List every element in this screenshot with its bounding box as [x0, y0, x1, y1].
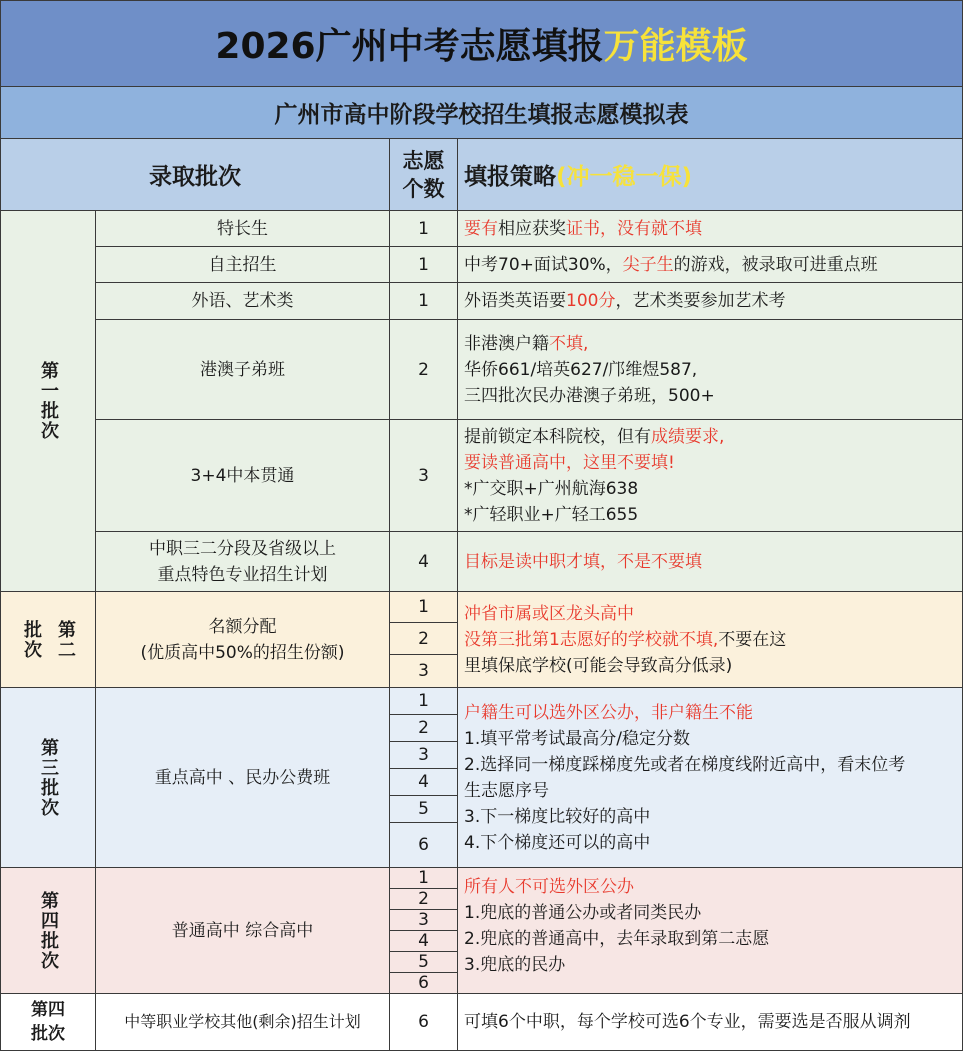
- strategy-segment: *广轻职业+广轻工655: [464, 504, 639, 525]
- header-count: [390, 139, 458, 211]
- batch1-name-line: 中职三二分段及省级以上: [149, 538, 336, 559]
- strategy-segment: 要读普通高中，这里不要填!: [464, 452, 675, 473]
- strategy-line: [464, 752, 962, 778]
- batch2-label-col2: 第二: [55, 619, 76, 660]
- batch3-label-cell: [0, 688, 96, 868]
- batch1-count-cell: [390, 420, 458, 532]
- strategy-segment: 尖子生: [622, 254, 674, 275]
- batch1-name-cell: [96, 211, 390, 247]
- batch1-count: 3: [418, 465, 429, 486]
- batch2-strategy-cell: [458, 592, 963, 688]
- batch5-label-line1: 第四: [31, 1000, 65, 1020]
- count-item: 6: [390, 823, 457, 868]
- strategy-line: [464, 627, 962, 653]
- strategy-line: [464, 778, 962, 804]
- strategy-line: [464, 216, 962, 242]
- batch1-count: 1: [418, 218, 429, 239]
- batch1-strategy-cell: [458, 320, 963, 420]
- strategy-line: [464, 331, 962, 357]
- batch3-label: 第三批次: [38, 737, 59, 818]
- strategy-segment: 户籍生可以选外区公办，非户籍生不能: [464, 702, 753, 723]
- batch5-count-cell: [390, 994, 458, 1051]
- header-count-line1: 志愿: [402, 148, 445, 173]
- strategy-line: [464, 900, 962, 926]
- strategy-line: [464, 502, 962, 528]
- header-count-line2: 个数: [402, 176, 445, 201]
- batch1-strategy-cell: [458, 247, 963, 283]
- strategy-line: [464, 288, 962, 314]
- count-item: 3: [390, 910, 457, 931]
- strategy-segment: 4.下个梯度还可以的高中: [464, 832, 651, 853]
- batch3-name-cell: [96, 688, 390, 868]
- strategy-line: [464, 252, 962, 278]
- batch1-count: 1: [418, 291, 429, 311]
- main-title: [0, 0, 963, 87]
- strategy-segment: *广交职+广州航海638: [464, 478, 639, 499]
- strategy-segment: 100分: [566, 291, 616, 311]
- count-item: 3: [390, 742, 457, 769]
- count-item: 1: [390, 688, 457, 715]
- strategy-line: [464, 830, 962, 856]
- strategy-line: [464, 653, 962, 679]
- strategy-segment: 华侨661/培英627/邝维煜587,: [464, 359, 698, 380]
- strategy-segment: 1.填平常考试最高分/稳定分数: [464, 728, 690, 749]
- batch4-count-cell: [390, 868, 458, 994]
- strategy-segment: 外语类英语要: [464, 291, 566, 311]
- strategy-segment: 2.选择同一梯度踩梯度先或者在梯度线附近高中，看末位考: [464, 754, 906, 775]
- strategy-segment: 生志愿序号: [464, 780, 549, 801]
- batch4-name: 普通高中 综合高中: [171, 920, 314, 941]
- batch1-name: 外语、艺术类: [191, 291, 294, 311]
- title-text: 2026广州中考志愿填报: [215, 26, 604, 67]
- strategy-line: [464, 952, 962, 978]
- subtitle: [0, 87, 963, 139]
- count-item: 2: [390, 715, 457, 742]
- strategy-line: [464, 424, 962, 450]
- batch5-name-cell: [96, 994, 390, 1051]
- title-highlight: 万能模板: [603, 26, 748, 67]
- batch2-count-cell: [390, 592, 458, 688]
- strategy-line: [464, 926, 962, 952]
- strategy-line: [464, 804, 962, 830]
- batch1-name-cell: [96, 320, 390, 420]
- header-strategy-highlight: (冲一稳一保): [556, 164, 693, 190]
- batch1-count-cell: [390, 283, 458, 320]
- strategy-line: [464, 549, 962, 575]
- batch1-label: 第一批次: [38, 361, 59, 441]
- strategy-line: [464, 357, 962, 383]
- batch1-name-cell: [96, 283, 390, 320]
- batch1-count: 2: [418, 359, 429, 380]
- batch1-count-cell: [390, 247, 458, 283]
- strategy-segment: 非港澳户籍: [464, 333, 549, 354]
- strategy-segment: 证书: [566, 218, 600, 239]
- strategy-segment: ，艺术类要参加艺术考: [615, 291, 786, 311]
- batch1-strategy-cell: [458, 283, 963, 320]
- batch5-strategy-cell: [458, 994, 963, 1051]
- strategy-segment: 不填,: [549, 333, 589, 354]
- subtitle-text: 广州市高中阶段学校招生填报志愿模拟表: [274, 102, 689, 128]
- batch1-name: 3+4中本贯通: [190, 465, 295, 486]
- strategy-line: [464, 1009, 962, 1035]
- batch1-name-line: 重点特色专业招生计划: [157, 564, 328, 585]
- strategy-segment: 3.兜底的民办: [464, 955, 566, 975]
- strategy-segment: ，没有就不填: [600, 218, 702, 239]
- strategy-segment: 冲省市属或区龙头高中: [464, 603, 634, 624]
- batch1-count-cell: [390, 320, 458, 420]
- strategy-line: [464, 700, 962, 726]
- strategy-line: [464, 874, 962, 900]
- strategy-segment: 没第三批第1志愿好的学校就不填,: [464, 629, 719, 650]
- strategy-segment: 三四批次民办港澳子弟班，500+: [464, 385, 715, 406]
- batch4-label-cell: [0, 868, 96, 994]
- strategy-segment: 3.下一梯度比较好的高中: [464, 806, 651, 827]
- count-item: 1: [390, 592, 457, 623]
- strategy-line: [464, 601, 962, 627]
- count-item: 5: [390, 952, 457, 973]
- strategy-segment: 的游戏，被录取可进重点班: [673, 254, 878, 275]
- batch1-name: 自主招生: [208, 254, 277, 275]
- batch5-count: 6: [418, 1012, 429, 1032]
- strategy-line: [464, 726, 962, 752]
- batch1-name: 特长生: [217, 218, 268, 239]
- batch1-count: 1: [418, 254, 429, 275]
- strategy-line: [464, 383, 962, 409]
- batch5-label-cell: [0, 994, 96, 1051]
- strategy-segment: 相应获奖: [498, 218, 566, 239]
- strategy-segment: 2.兜底的普通高中，去年录取到第二志愿: [464, 929, 770, 949]
- count-item: 5: [390, 796, 457, 823]
- count-item: 2: [390, 889, 457, 910]
- batch5-name: 中等职业学校其他(剩余)招生计划: [124, 1012, 361, 1031]
- strategy-segment: 不要在这: [718, 629, 787, 650]
- count-item: 3: [390, 655, 457, 688]
- header-batch-label: 录取批次: [149, 164, 241, 190]
- strategy-segment: 里填保底学校(可能会导致高分低录): [464, 655, 733, 676]
- batch1-strategy-cell: [458, 420, 963, 532]
- header-strategy-label: 填报策略: [464, 164, 556, 190]
- strategy-segment: 可填6个中职，每个学校可选6个专业，需要选是否服从调剂: [464, 1012, 911, 1032]
- count-item: 4: [390, 769, 457, 796]
- batch2-name-line1: 名额分配: [208, 616, 277, 637]
- batch1-count-cell: [390, 211, 458, 247]
- batch2-label-col1: 批次: [21, 619, 42, 660]
- batch4-strategy-cell: [458, 868, 963, 994]
- batch2-label-cell: [0, 592, 96, 688]
- batch4-name-cell: [96, 868, 390, 994]
- strategy-segment: 提前锁定本科院校，但有: [464, 426, 651, 447]
- count-item: 4: [390, 931, 457, 952]
- strategy-line: [464, 476, 962, 502]
- batch1-name: 港澳子弟班: [200, 359, 285, 380]
- strategy-segment: 1.兜底的普通公办或者同类民办: [464, 903, 702, 923]
- batch3-strategy-cell: [458, 688, 963, 868]
- count-item: 1: [390, 868, 457, 889]
- batch1-strategy-cell: [458, 532, 963, 592]
- strategy-segment: 所有人不可选外区公办: [464, 877, 634, 897]
- batch1-name-cell: [96, 532, 390, 592]
- batch1-count-cell: [390, 532, 458, 592]
- batch1-name-cell: [96, 420, 390, 532]
- header-strategy: [458, 139, 963, 211]
- batch2-name-cell: [96, 592, 390, 688]
- batch1-name-cell: [96, 247, 390, 283]
- batch3-name: 重点高中 、民办公费班: [154, 767, 331, 788]
- batch5-label-line2: 批次: [31, 1024, 65, 1044]
- strategy-segment: 目标是读中职才填，不是不要填: [464, 551, 702, 572]
- strategy-segment: 要有: [464, 218, 498, 239]
- batch1-count: 4: [418, 551, 429, 572]
- header-batch: [0, 139, 390, 211]
- batch4-label: 第四批次: [38, 890, 59, 971]
- batch2-name-line2: (优质高中50%的招生份额): [140, 642, 345, 663]
- strategy-segment: 成绩要求,: [651, 426, 725, 447]
- strategy-line: [464, 450, 962, 476]
- batch1-label-cell: [0, 211, 96, 592]
- count-item: 2: [390, 623, 457, 655]
- count-item: 6: [390, 973, 457, 994]
- batch1-strategy-cell: [458, 211, 963, 247]
- strategy-segment: 中考70+面试30%，: [464, 254, 623, 275]
- batch3-count-cell: [390, 688, 458, 868]
